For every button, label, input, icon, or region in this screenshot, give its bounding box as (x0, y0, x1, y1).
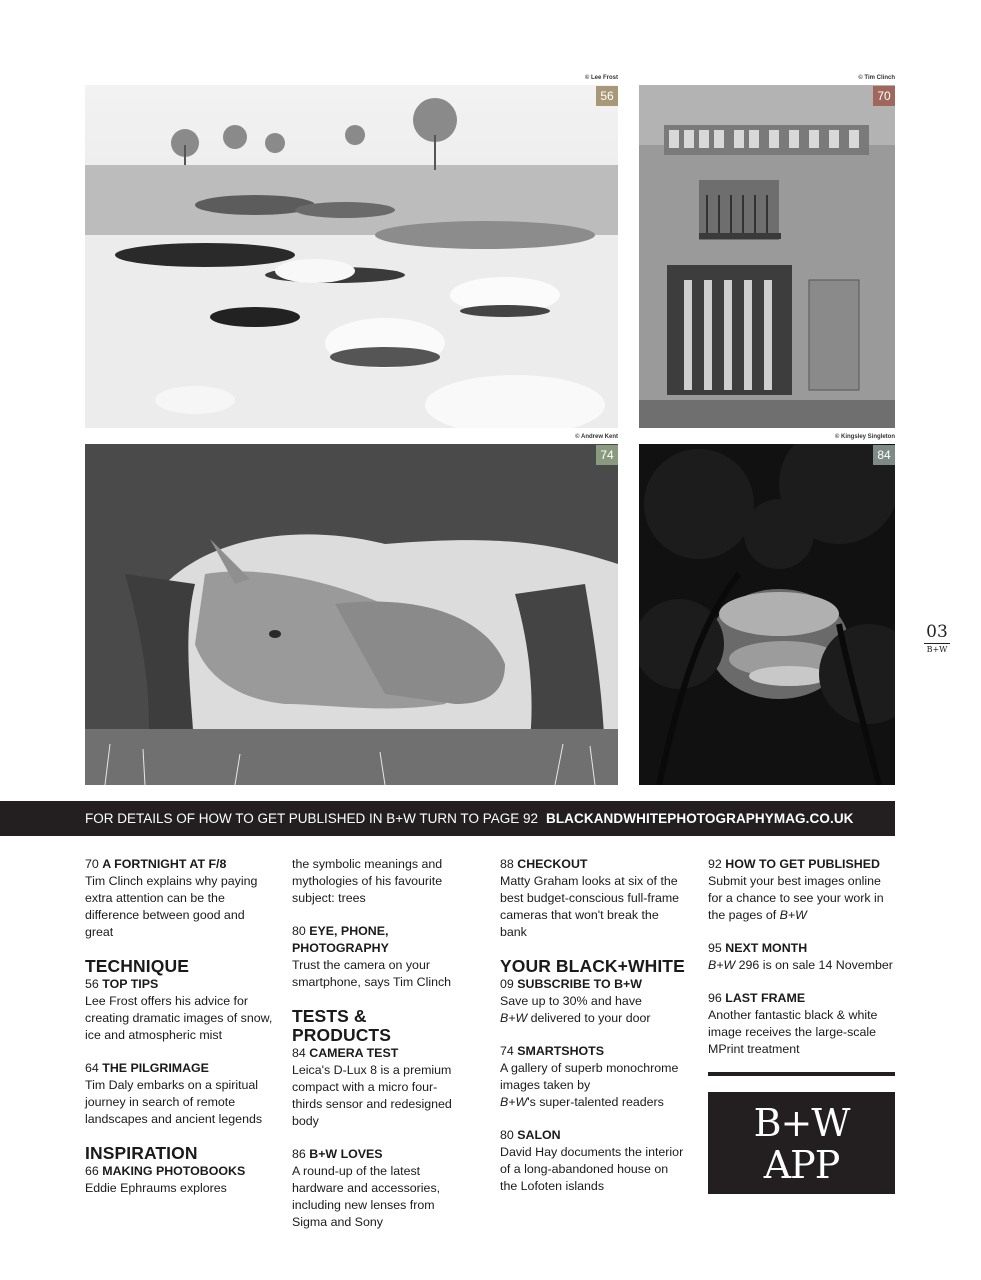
item-title: CAMERA TEST (309, 1046, 399, 1060)
contents-item[interactable] (292, 1146, 467, 1231)
item-desc: Save up to 30% and have (500, 994, 642, 1008)
contents-item[interactable] (708, 990, 895, 1058)
item-page: 70 (85, 857, 99, 871)
item-page: 84 (292, 1046, 306, 1060)
page-badge-4[interactable]: 84 (873, 445, 895, 465)
item-desc: Tim Daly embarks on a spiritual journey in search of remote landscapes and ancient legends (85, 1078, 263, 1126)
app-promo-box[interactable] (708, 1092, 895, 1226)
page-folio (924, 623, 950, 656)
item-desc: Tim Clinch explains why paying extra attention can be the difference between good and great (85, 874, 258, 939)
photo-credit-1: © Lee Frost (584, 75, 618, 81)
contents-column-1 (85, 856, 275, 1213)
section-heading: TECHNIQUE (85, 956, 189, 976)
item-desc-italic: B+W (708, 958, 736, 972)
section-heading: YOUR BLACK+WHITE (500, 956, 685, 976)
item-title: THE PILGRIMAGE (102, 1061, 209, 1075)
item-page: 74 (500, 1044, 514, 1058)
page-badge-2[interactable]: 70 (873, 86, 895, 106)
item-desc: the symbolic meanings and mythologies of his favourite subject: trees (292, 857, 443, 905)
photo-forest-window (639, 444, 895, 785)
item-page: 66 (85, 1164, 99, 1178)
item-desc: Matty Graham looks at six of the best budget-conscious full-frame cameras that won't break the bank (500, 874, 680, 939)
item-page: 88 (500, 857, 514, 871)
item-title: HOW TO GET PUBLISHED (725, 857, 880, 871)
item-desc: 296 is on sale 14 November (735, 958, 893, 972)
item-desc: David Hay documents the interior of a long-abandoned house on the Lofoten islands (500, 1145, 684, 1193)
item-desc-italic: B+W (500, 1011, 528, 1025)
item-desc: Eddie Ephraums explores (85, 1181, 227, 1195)
photo-credit-3: © Andrew Kent (575, 434, 618, 440)
contents-column-2 (292, 856, 467, 1247)
item-title: SUBSCRIBE TO B+W (517, 977, 642, 991)
item-title: TOP TIPS (102, 977, 159, 991)
item-title: EYE, PHONE, PHOTOGRAPHY (292, 924, 389, 955)
contents-item[interactable] (500, 1127, 685, 1195)
item-desc: Another fantastic black & white image receives the large-scale MPrint treatment (708, 1008, 878, 1056)
photo-rhinos (85, 444, 618, 785)
photo-credit-2: © Tim Clinch (858, 75, 895, 81)
contents-item-continued (292, 856, 467, 907)
section-heading: INSPIRATION (85, 1143, 198, 1163)
item-desc: A round-up of the latest hardware and accessories, including new lenses from Sigma and Sony (292, 1164, 441, 1229)
contents-item[interactable] (500, 1043, 685, 1111)
item-desc: Leica's D-Lux 8 is a premium compact with a micro four-thirds sensor and redesigned body (292, 1063, 452, 1128)
item-page: 86 (292, 1147, 306, 1161)
item-page: 80 (500, 1128, 514, 1142)
item-title: CHECKOUT (517, 857, 588, 871)
page-badge-1[interactable]: 56 (596, 86, 618, 106)
photo-snow-lake (85, 85, 618, 428)
item-desc-italic: B+W (500, 1095, 528, 1109)
photo-leicester-garage (639, 85, 895, 428)
item-title: B+W LOVES (309, 1147, 383, 1161)
item-page: 56 (85, 977, 99, 991)
publish-banner (0, 801, 895, 836)
magazine-mark: B+W (926, 645, 948, 654)
page-number: 03 (924, 623, 950, 644)
contents-column-3 (500, 856, 685, 1211)
item-desc: Trust the camera on your smartphone, says Tim Clinch (292, 958, 452, 989)
item-page: 95 (708, 941, 722, 955)
banner-text: FOR DETAILS OF HOW TO GET PUBLISHED IN B+W TURN TO PAGE 92 (85, 811, 538, 826)
item-title: SMARTSHOTS (517, 1044, 604, 1058)
item-title: SALON (517, 1128, 561, 1142)
contents-item[interactable] (292, 923, 467, 991)
banner-url-link[interactable]: BLACKANDWHITEPHOTOGRAPHYMAG.CO.UK (545, 811, 854, 826)
item-desc: A gallery of superb monochrome images taken by (500, 1061, 679, 1092)
contents-item[interactable] (708, 856, 895, 924)
item-title: NEXT MONTH (725, 941, 808, 955)
item-desc: Submit your best images online for a chance to see your work in the pages of (708, 874, 884, 922)
section-heading: TESTS & PRODUCTS (292, 1006, 391, 1045)
contents-item[interactable] (85, 1060, 275, 1128)
item-page: 09 (500, 977, 514, 991)
contents-item[interactable] (292, 1045, 467, 1130)
item-desc: delivered to your door (527, 1011, 651, 1025)
divider-rule (708, 1072, 895, 1076)
app-download-text: Download the digital edition (731, 1194, 872, 1206)
item-title: LAST FRAME (725, 991, 806, 1005)
app-logo: B+W APP (753, 1101, 850, 1187)
contents-item[interactable] (85, 856, 275, 941)
app-site-link[interactable]: POCKETMAGS.COM (721, 1210, 861, 1226)
item-page: 92 (708, 857, 722, 871)
item-title: MAKING PHOTOBOOKS (102, 1164, 246, 1178)
item-desc-italic: B+W (779, 908, 807, 922)
item-page: 64 (85, 1061, 99, 1075)
contents-item[interactable] (85, 1163, 275, 1197)
contents-item[interactable] (708, 940, 895, 974)
contents-item[interactable] (500, 856, 685, 941)
item-desc: 's super-talented readers (527, 1095, 664, 1109)
contents-item[interactable] (85, 976, 275, 1044)
photo-credit-4: © Kingsley Singleton (834, 434, 895, 440)
page-badge-3[interactable]: 74 (596, 445, 618, 465)
item-page: 96 (708, 991, 722, 1005)
item-desc: Lee Frost offers his advice for creating dramatic images of snow, ice and atmospheric mist (85, 994, 273, 1042)
item-title: A FORTNIGHT AT F/8 (102, 857, 227, 871)
item-page: 80 (292, 924, 306, 938)
contents-item[interactable] (500, 976, 685, 1027)
contents-column-4 (708, 856, 895, 1074)
